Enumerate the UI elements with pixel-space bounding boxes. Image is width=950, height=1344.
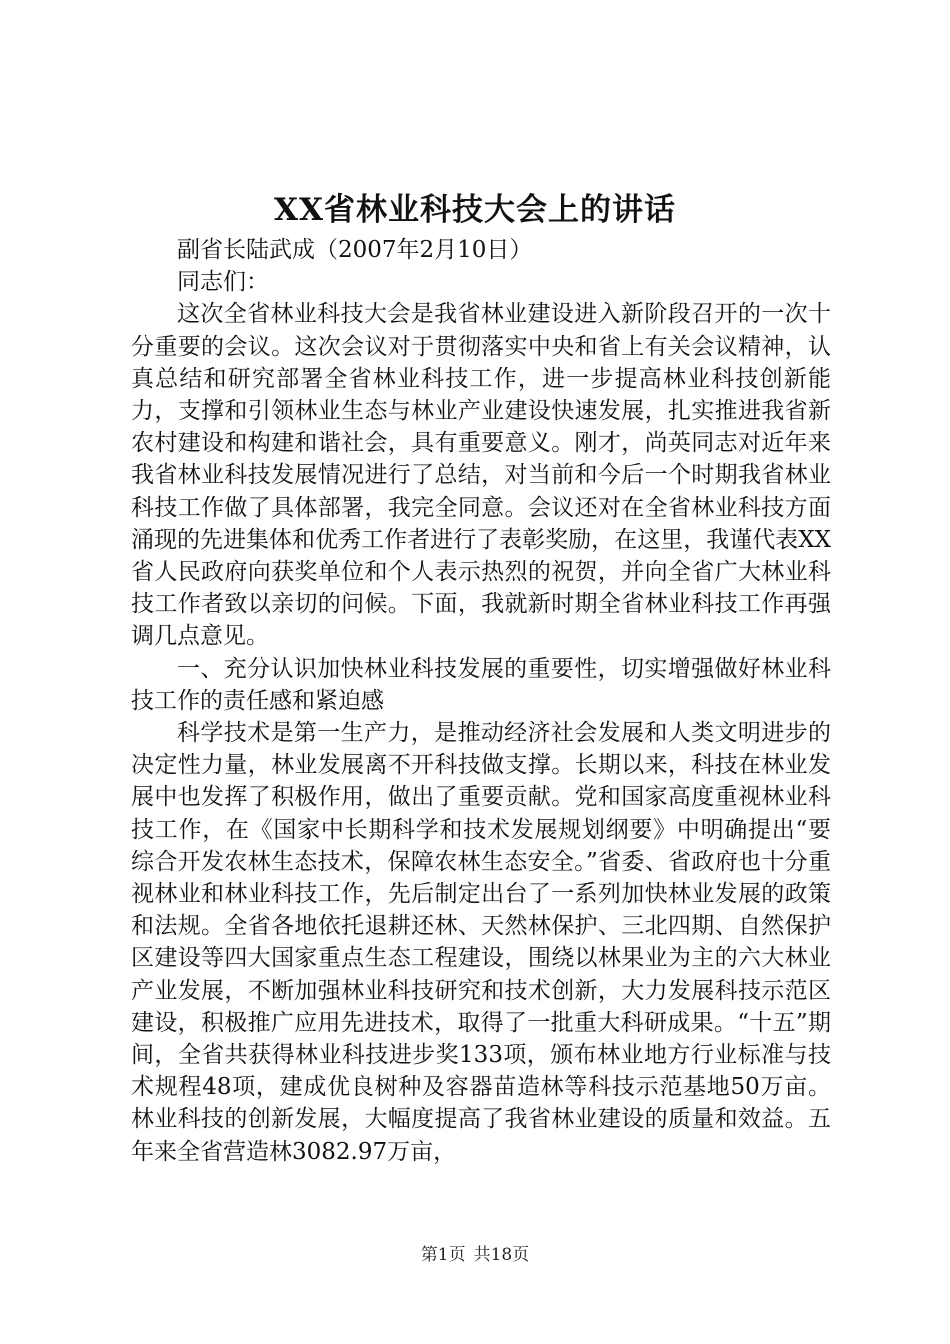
page-total: 共18页 [473,1245,530,1265]
page-number: 第1页 [420,1245,466,1265]
salutation: 同志们： [177,269,269,296]
paragraph-section-1: 科学技术是第一生产力，是推动经济社会发展和人类文明进步的决定性力量，林业发展离不开科技做支撑。长期以来，科技在林业发展中也发挥了积极作用，做出了重要贡献。党和国家高度重视林业科技工作，在《国家中长期科学和技术发展规划纲要》中明确提出“要综合开发农林生态技术，保障农林生态安全。”省委、省政府也十分重视林业和林业科技工作，先后制定出台了一系列加快林业发展的政策和法规。全省各地依托退耕还林、天然林保护、三北四期、自然保护区建设等四大国家重点生态工程建设，围绕以林果业为主的六大林业产业发展，不断加强林业科技研究和技术创新，大力发展科技示范区建设，积极推广应用先进技术，取得了一批重大科研成果。“十五”期间，全省共获得林业科技进步奖133项，颁布林业地方行业标准与技术规程48项，建成优良树种及容器苗造林等科技示范基地50万亩。林业科技的创新发展，大幅度提高了我省林业建设的质量和效益。五年来全省营造林3082.97万亩， [131,720,831,1165]
document-body [131,234,831,1168]
document-title: XX省林业科技大会上的讲话 [273,192,677,228]
page-footer [0,1243,950,1267]
section-heading-1: 一、充分认识加快林业科技发展的重要性，切实增强做好林业科技工作的责任感和紧迫感 [131,655,831,714]
paragraph-intro: 这次全省林业科技大会是我省林业建设进入新阶段召开的一次十分重要的会议。这次会议对于贯彻落实中央和省上有关会议精神，认真总结和研究部署全省林业科技工作，进一步提高林业科技创新能力，支撑和引领林业生态与林业产业建设快速发展，扎实推进我省新农村建设和构建和谐社会，具有重要意义。刚才，尚英同志对近年来我省林业科技发展情况进行了总结，对当前和今后一个时期我省林业科技工作做了具体部署，我完全同意。会议还对在全省林业科技方面涌现的先进集体和优秀工作者进行了表彰奖励，在这里，我谨代表XX省人民政府向获奖单位和个人表示热烈的祝贺，并向全省广大林业科技工作者致以亲切的问候。下面，我就新时期全省林业科技工作再强调几点意见。 [131,301,831,650]
speaker-line: 副省长陆武成（2007年2月10日） [177,237,533,263]
